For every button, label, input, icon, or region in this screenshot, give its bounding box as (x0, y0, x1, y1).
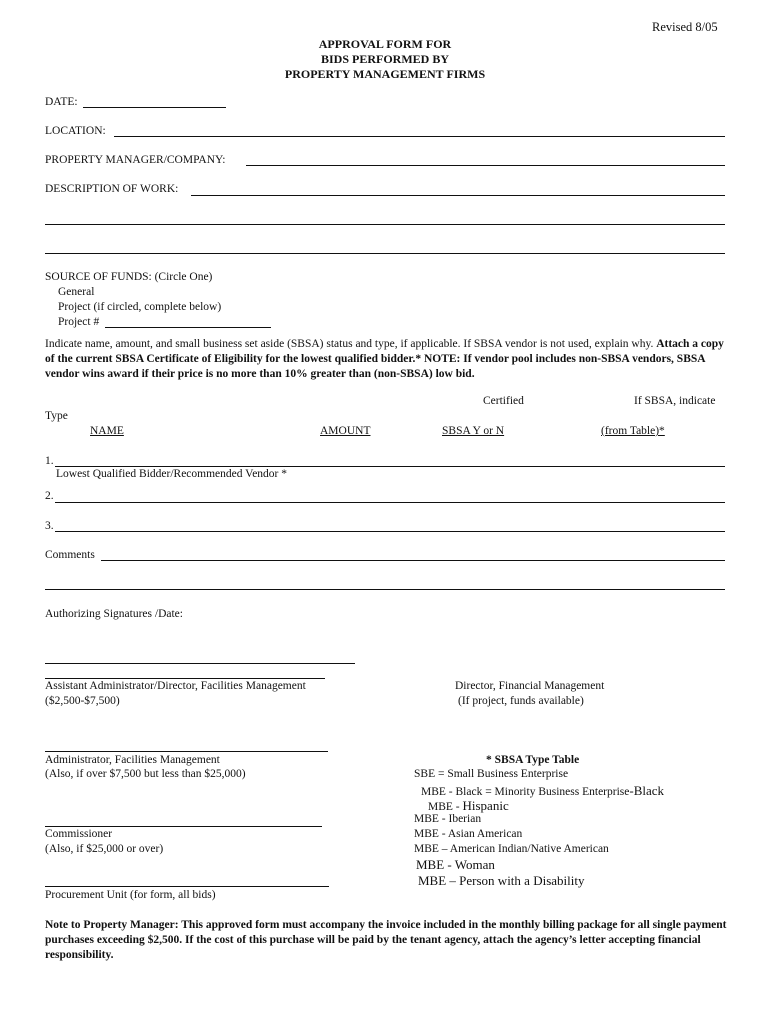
asst-admin-range: ($2,500-$7,500) (45, 695, 120, 707)
signature-line-asst-admin-date[interactable] (45, 678, 325, 679)
sbsa-mbe-disability: MBE – Person with a Disability (418, 873, 585, 888)
commissioner-note: (Also, if $25,000 or over) (45, 843, 164, 855)
sbsa-mbe-hispanic (428, 798, 509, 814)
row-3-line[interactable] (55, 531, 725, 532)
sbsa-mbe-woman: MBE - Woman (416, 857, 495, 872)
comments-line-2[interactable] (45, 589, 725, 590)
instructions-bold: Attach a copy of the current SBSA Certificate of Eligibility for the lowest qualified bidder.* NOTE: If vendor pool includes non-SBSA vendors, SBSA vendor wins award if their price is no more than 10% greater than (non-SBSA) low bid. (45, 338, 724, 380)
footer-note: Note to Property Manager: This approved form must accompany the invoice included in the monthly billing package for all single payment purchases exceeding $2,500. If the cost of this purchase will be paid by the tenant agency, attach the agency’s letter accepting financial responsibility. (45, 919, 727, 961)
row-2-number: 2. (45, 490, 54, 502)
sbsa-mbe-black (421, 783, 664, 799)
certified-label: Certified (483, 395, 524, 407)
column-amount: AMOUNT (320, 425, 371, 437)
director-fin-note: (If project, funds available) (458, 695, 584, 707)
row-3-number: 3. (45, 520, 54, 532)
instructions (45, 337, 735, 382)
description-field-line[interactable] (191, 195, 725, 196)
description-line-3[interactable] (45, 253, 725, 254)
director-fin-title: Director, Financial Management (455, 680, 605, 692)
sbsa-table-title: * SBSA Type Table (486, 754, 580, 766)
row-1-line[interactable] (55, 466, 725, 467)
signatures-heading: Authorizing Signatures /Date: (45, 608, 183, 620)
procurement-title: Procurement Unit (for form, all bids) (45, 889, 216, 901)
administrator-note: (Also, if over $7,500 but less than $25,000) (45, 768, 246, 780)
row-2-line[interactable] (55, 502, 725, 503)
form-title-line2: BIDS PERFORMED BY (320, 52, 449, 66)
sbsa-mbe-native: MBE – American Indian/Native American (414, 843, 609, 855)
sbsa-mbe-black-text: MBE - Black = Minority Business Enterprise (421, 786, 630, 798)
asst-admin-title: Assistant Administrator/Director, Facilities Management (45, 680, 306, 692)
row-1-note: Lowest Qualified Bidder/Recommended Vendor * (56, 468, 288, 480)
signature-line-commissioner[interactable] (45, 826, 322, 827)
description-line-2[interactable] (45, 224, 725, 225)
comments-line-1[interactable] (101, 560, 725, 561)
row-1-number: 1. (45, 455, 54, 467)
type-label: Type (45, 410, 68, 422)
funds-option-project[interactable]: Project (if circled, complete below) (58, 301, 222, 313)
column-sbsa: SBSA Y or N (442, 425, 505, 437)
instructions-normal: Indicate name, amount, and small business set aside (SBSA) status and type, if applicable. If SBSA vendor is not used, explain why. (45, 338, 654, 350)
date-label: DATE: (45, 96, 78, 108)
column-from-table: (from Table)* (601, 425, 665, 437)
sbsa-mbe-asian: MBE - Asian American (414, 828, 523, 840)
column-name: NAME (90, 425, 124, 437)
revision-date: Revised 8/05 (652, 20, 718, 34)
signature-line-procurement[interactable] (45, 886, 329, 887)
date-field-line[interactable] (83, 107, 226, 108)
sbsa-sbe: SBE = Small Business Enterprise (414, 768, 569, 780)
location-label: LOCATION: (45, 125, 106, 137)
signature-line-asst-admin[interactable] (45, 663, 355, 664)
property-manager-label: PROPERTY MANAGER/COMPANY: (45, 154, 226, 166)
form-title-line1: APPROVAL FORM FOR (318, 37, 452, 51)
if-sbsa-label: If SBSA, indicate (634, 395, 716, 407)
location-field-line[interactable] (114, 136, 725, 137)
funds-option-general[interactable]: General (58, 286, 95, 298)
sbsa-mbe-black-suffix: -Black (629, 783, 665, 798)
property-manager-field-line[interactable] (246, 165, 725, 166)
sbsa-mbe-hispanic-prefix: MBE - (428, 801, 463, 813)
description-label: DESCRIPTION OF WORK: (45, 183, 179, 195)
project-number-label: Project # (58, 316, 100, 328)
sbsa-mbe-hispanic-text: Hispanic (462, 798, 509, 813)
form-title-line3: PROPERTY MANAGEMENT FIRMS (284, 67, 486, 81)
administrator-title: Administrator, Facilities Management (45, 754, 220, 766)
signature-line-administrator[interactable] (45, 751, 328, 752)
comments-label: Comments (45, 549, 95, 561)
funds-heading: SOURCE OF FUNDS: (Circle One) (45, 271, 213, 283)
sbsa-mbe-iberian: MBE - Iberian (414, 813, 482, 825)
commissioner-title: Commissioner (45, 828, 113, 840)
project-number-field-line[interactable] (105, 327, 271, 328)
